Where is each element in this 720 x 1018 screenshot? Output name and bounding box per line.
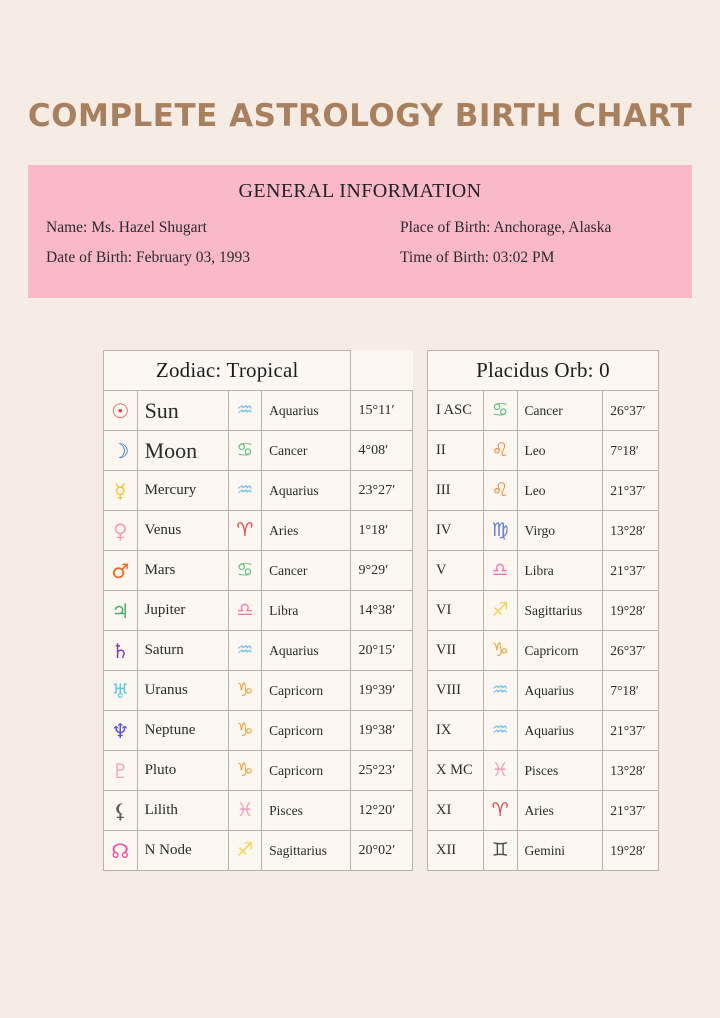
table-row bbox=[104, 831, 413, 871]
leo-sign-icon: ♌ bbox=[483, 431, 517, 471]
table-row bbox=[104, 751, 413, 791]
house-degree: 19°28′ bbox=[603, 831, 659, 871]
houses-table bbox=[427, 350, 659, 871]
table-row bbox=[104, 631, 413, 671]
planet-degree: 25°23′ bbox=[351, 751, 413, 791]
planet-name: Neptune bbox=[137, 711, 228, 751]
jupiter-icon: ♃ bbox=[104, 591, 138, 631]
planet-name: Mercury bbox=[137, 471, 228, 511]
virgo-sign-icon: ♍ bbox=[483, 511, 517, 551]
general-information-heading: GENERAL INFORMATION bbox=[238, 180, 482, 202]
house-sign: Aries bbox=[517, 791, 603, 831]
capricorn-sign-icon: ♑ bbox=[483, 631, 517, 671]
planet-sign: Aries bbox=[262, 511, 351, 551]
libra-sign-icon: ♎ bbox=[483, 551, 517, 591]
house-degree: 7°18′ bbox=[603, 431, 659, 471]
house-degree: 21°37′ bbox=[603, 551, 659, 591]
house-degree: 19°28′ bbox=[603, 591, 659, 631]
house-sign: Sagittarius bbox=[517, 591, 603, 631]
table-row bbox=[428, 631, 659, 671]
house-label: IV bbox=[428, 511, 484, 551]
house-label: VI bbox=[428, 591, 484, 631]
planet-sign: Libra bbox=[262, 591, 351, 631]
chart-tables bbox=[103, 350, 659, 871]
house-sign: Capricorn bbox=[517, 631, 603, 671]
house-label: II bbox=[428, 431, 484, 471]
field-place-of-birth: Place of Birth: Anchorage, Alaska bbox=[400, 219, 612, 236]
capricorn-sign-icon: ♑ bbox=[228, 751, 262, 791]
n-node-icon: ☊ bbox=[104, 831, 138, 871]
planet-sign: Aquarius bbox=[262, 471, 351, 511]
planet-sign: Aquarius bbox=[262, 391, 351, 431]
planet-sign: Cancer bbox=[262, 431, 351, 471]
planet-name: Venus bbox=[137, 511, 228, 551]
libra-sign-icon: ♎ bbox=[228, 591, 262, 631]
planet-degree: 20°02′ bbox=[351, 831, 413, 871]
cancer-sign-icon: ♋ bbox=[483, 391, 517, 431]
house-label: VIII bbox=[428, 671, 484, 711]
planet-name: N Node bbox=[137, 831, 228, 871]
house-sign: Pisces bbox=[517, 751, 603, 791]
field-date-of-birth: Date of Birth: February 03, 1993 bbox=[46, 249, 251, 266]
planet-name: Uranus bbox=[137, 671, 228, 711]
house-sign: Aquarius bbox=[517, 671, 603, 711]
pisces-sign-icon: ♓ bbox=[228, 791, 262, 831]
house-sign: Aquarius bbox=[517, 711, 603, 751]
houses-table-body bbox=[428, 391, 659, 871]
aries-sign-icon: ♈ bbox=[483, 791, 517, 831]
table-row bbox=[428, 511, 659, 551]
house-sign: Libra bbox=[517, 551, 603, 591]
aquarius-sign-icon: ♒ bbox=[228, 631, 262, 671]
house-degree: 26°37′ bbox=[603, 391, 659, 431]
planet-degree: 19°39′ bbox=[351, 671, 413, 711]
table-row bbox=[104, 471, 413, 511]
general-information-grid bbox=[28, 203, 692, 267]
house-degree: 26°37′ bbox=[603, 631, 659, 671]
house-label: I ASC bbox=[428, 391, 484, 431]
aquarius-sign-icon: ♒ bbox=[483, 671, 517, 711]
planet-sign: Aquarius bbox=[262, 631, 351, 671]
table-row bbox=[428, 711, 659, 751]
planet-sign: Cancer bbox=[262, 551, 351, 591]
house-degree: 13°28′ bbox=[603, 511, 659, 551]
table-row bbox=[428, 591, 659, 631]
planet-degree: 20°15′ bbox=[351, 631, 413, 671]
aquarius-sign-icon: ♒ bbox=[228, 471, 262, 511]
planet-name: Saturn bbox=[137, 631, 228, 671]
planet-name: Moon bbox=[137, 431, 228, 471]
lilith-icon: ⚸ bbox=[104, 791, 138, 831]
table-row bbox=[428, 791, 659, 831]
planet-degree: 23°27′ bbox=[351, 471, 413, 511]
sagittarius-sign-icon: ♐ bbox=[228, 831, 262, 871]
table-row bbox=[428, 431, 659, 471]
house-label: XII bbox=[428, 831, 484, 871]
planet-sign: Capricorn bbox=[262, 671, 351, 711]
neptune-icon: ♆ bbox=[104, 711, 138, 751]
house-degree: 21°37′ bbox=[603, 711, 659, 751]
planet-name: Mars bbox=[137, 551, 228, 591]
planet-sign: Capricorn bbox=[262, 751, 351, 791]
table-row bbox=[104, 671, 413, 711]
house-sign: Leo bbox=[517, 431, 603, 471]
planet-name: Sun bbox=[137, 391, 228, 431]
aries-sign-icon: ♈ bbox=[228, 511, 262, 551]
mercury-icon: ☿ bbox=[104, 471, 138, 511]
pisces-sign-icon: ♓ bbox=[483, 751, 517, 791]
planet-sign: Capricorn bbox=[262, 711, 351, 751]
capricorn-sign-icon: ♑ bbox=[228, 711, 262, 751]
planets-table bbox=[103, 350, 413, 871]
house-sign: Gemini bbox=[517, 831, 603, 871]
house-label: V bbox=[428, 551, 484, 591]
page-title: COMPLETE ASTROLOGY BIRTH CHART bbox=[27, 98, 693, 134]
house-label: IX bbox=[428, 711, 484, 751]
planets-table-body bbox=[104, 391, 413, 871]
planet-degree: 12°20′ bbox=[351, 791, 413, 831]
table-row bbox=[428, 831, 659, 871]
leo-sign-icon: ♌ bbox=[483, 471, 517, 511]
table-row bbox=[104, 591, 413, 631]
mars-icon: ♂ bbox=[104, 551, 138, 591]
table-row bbox=[104, 431, 413, 471]
table-row bbox=[428, 391, 659, 431]
planet-degree: 14°38′ bbox=[351, 591, 413, 631]
planet-sign: Sagittarius bbox=[262, 831, 351, 871]
house-degree: 21°37′ bbox=[603, 471, 659, 511]
uranus-icon: ♅ bbox=[104, 671, 138, 711]
table-row bbox=[104, 551, 413, 591]
planet-degree: 1°18′ bbox=[351, 511, 413, 551]
field-time-of-birth: Time of Birth: 03:02 PM bbox=[400, 249, 555, 266]
planet-degree: 4°08′ bbox=[351, 431, 413, 471]
planet-name: Lilith bbox=[137, 791, 228, 831]
house-sign: Cancer bbox=[517, 391, 603, 431]
pluto-icon: ♇ bbox=[104, 751, 138, 791]
house-degree: 21°37′ bbox=[603, 791, 659, 831]
table-row bbox=[428, 751, 659, 791]
gemini-sign-icon: ♊ bbox=[483, 831, 517, 871]
planet-sign: Pisces bbox=[262, 791, 351, 831]
planet-name: Pluto bbox=[137, 751, 228, 791]
capricorn-sign-icon: ♑ bbox=[228, 671, 262, 711]
house-sign: Virgo bbox=[517, 511, 603, 551]
field-name: Name: Ms. Hazel Shugart bbox=[46, 219, 207, 236]
house-sign: Leo bbox=[517, 471, 603, 511]
house-label: XI bbox=[428, 791, 484, 831]
planet-degree: 19°38′ bbox=[351, 711, 413, 751]
planet-degree: 9°29′ bbox=[351, 551, 413, 591]
house-degree: 7°18′ bbox=[603, 671, 659, 711]
table-row bbox=[104, 711, 413, 751]
table-row bbox=[104, 791, 413, 831]
table-row bbox=[104, 511, 413, 551]
aquarius-sign-icon: ♒ bbox=[228, 391, 262, 431]
house-label: VII bbox=[428, 631, 484, 671]
table-row bbox=[428, 671, 659, 711]
sun-icon: ☉ bbox=[104, 391, 138, 431]
venus-icon: ♀ bbox=[104, 511, 138, 551]
table-row bbox=[104, 391, 413, 431]
aquarius-sign-icon: ♒ bbox=[483, 711, 517, 751]
planets-table-header: Zodiac: Tropical bbox=[104, 351, 351, 391]
houses-table-header: Placidus Orb: 0 bbox=[428, 351, 659, 391]
planet-degree: 15°11′ bbox=[351, 391, 413, 431]
moon-icon: ☽ bbox=[104, 431, 138, 471]
cancer-sign-icon: ♋ bbox=[228, 551, 262, 591]
sagittarius-sign-icon: ♐ bbox=[483, 591, 517, 631]
general-information-band bbox=[28, 165, 692, 298]
house-label: X MC bbox=[428, 751, 484, 791]
table-row bbox=[428, 551, 659, 591]
planet-name: Jupiter bbox=[137, 591, 228, 631]
cancer-sign-icon: ♋ bbox=[228, 431, 262, 471]
saturn-icon: ♄ bbox=[104, 631, 138, 671]
house-degree: 13°28′ bbox=[603, 751, 659, 791]
table-row bbox=[428, 471, 659, 511]
house-label: III bbox=[428, 471, 484, 511]
